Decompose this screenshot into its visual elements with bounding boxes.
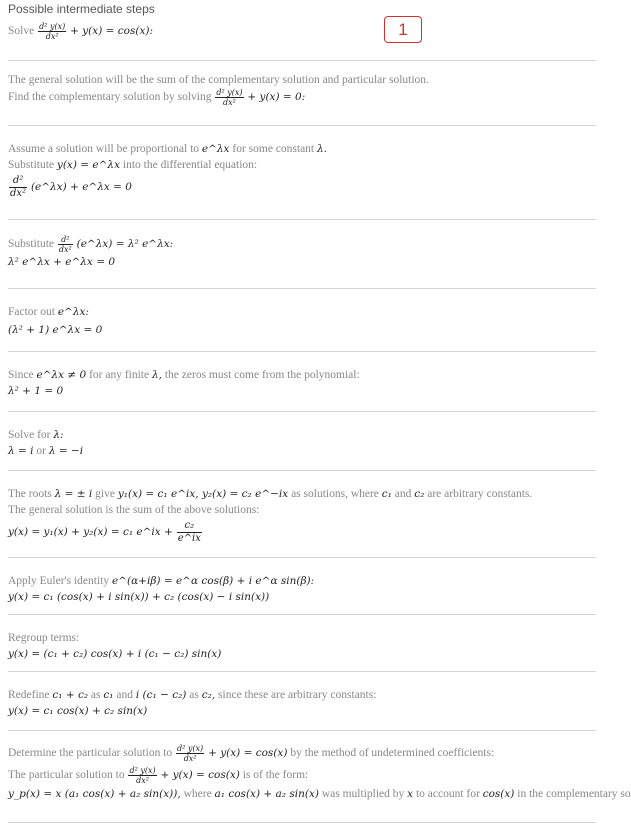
- step-text: for some constant: [232, 143, 315, 155]
- math-expr: x: [407, 788, 414, 800]
- step-text: Determine the particular solution to: [8, 747, 173, 760]
- step-text: Since: [8, 369, 34, 381]
- math-expr: λ² + 1 = 0: [8, 385, 64, 397]
- divider: [8, 614, 596, 615]
- step-substitute: [8, 235, 592, 270]
- math-expr: y(x) = y₁(x) + y₂(x) = c₁ e^ix +: [8, 526, 173, 539]
- step-badge[interactable]: 1: [384, 16, 422, 43]
- math-expr: e^λx:: [57, 306, 89, 318]
- step-text: into the differential equation:: [122, 159, 258, 171]
- math-expr: λ² e^λx + e^λx = 0: [8, 256, 116, 268]
- derivative-fraction: $\frac{\text{d² y(x)}}{\text{dx²}}$: [39, 22, 66, 41]
- divider: [8, 730, 596, 731]
- panel-title: Possible intermediate steps: [8, 2, 155, 16]
- divider: [8, 60, 596, 61]
- math-expr: c₁: [103, 689, 114, 701]
- math-expr: e^λx ≠ 0: [36, 369, 87, 381]
- step-text: in the complementary so: [517, 788, 631, 800]
- divider: [8, 671, 596, 672]
- step-text: Substitute: [8, 238, 55, 251]
- step-text: The roots: [8, 488, 52, 500]
- math-expr: (e^λx) = λ² e^λx:: [76, 238, 174, 251]
- step-text: The general solution will be the sum of the complementary solution and particular solution.: [8, 74, 429, 86]
- step-regroup: [8, 630, 592, 662]
- math-expr: e^(α+iβ) = e^α cos(β) + i e^α sin(β):: [111, 575, 315, 587]
- math-expr: y(x) = c₁ cos(x) + c₂ sin(x): [8, 705, 148, 717]
- step-text: Factor out: [8, 306, 55, 318]
- math-expr: c₂: [414, 488, 425, 500]
- step-polynomial: [8, 367, 592, 399]
- math-expr: + y(x) = 0:: [247, 91, 306, 104]
- math-expr: c₁: [381, 488, 392, 500]
- math-expr: (λ² + 1) e^λx = 0: [8, 324, 103, 336]
- step-factor: [8, 304, 592, 338]
- step-text: and: [394, 488, 412, 500]
- math-expr: λ:: [53, 429, 64, 441]
- step-text: for any finite: [89, 369, 150, 381]
- step-text: as solutions, where: [291, 488, 379, 500]
- derivative-fraction: $\frac{\text{d² y(x)}}{\text{dx²}}$: [216, 88, 243, 107]
- step-text: was multiplied by: [321, 788, 405, 800]
- math-expr: + y(x) = cos(x): [208, 747, 288, 760]
- step-solve-lambda: [8, 427, 592, 459]
- divider: [8, 470, 596, 471]
- math-expr: y_p(x) = x (a₁ cos(x) + a₂ sin(x)),: [8, 788, 181, 800]
- math-expr: y(x) = (c₁ + c₂) cos(x) + i (c₁ − c₂) sin(x): [8, 648, 222, 660]
- step-text: Solve: [8, 25, 35, 38]
- step-particular: [8, 744, 631, 803]
- math-expr: y(x) = e^λx: [56, 159, 120, 171]
- step-text: Substitute: [8, 159, 55, 171]
- step-roots: [8, 486, 592, 545]
- step-text: Find the complementary solution by solving: [8, 91, 212, 104]
- derivative-fraction: $\frac{\text{d² y(x)}}{\text{dx²}}$: [129, 766, 156, 785]
- divider: [8, 351, 596, 352]
- step-text: since these are arbitrary constants:: [218, 689, 377, 701]
- step-assume: [8, 141, 592, 200]
- step-text: Solve for: [8, 429, 51, 441]
- step-text: Regroup terms:: [8, 632, 80, 644]
- math-expr: + y(x) = cos(x): [160, 769, 240, 782]
- math-expr: i (c₁ − c₂): [135, 689, 187, 701]
- divider: [8, 288, 596, 289]
- step-text: by the method of undetermined coefficients:: [290, 747, 495, 760]
- derivative-fraction: $\frac{\text{d²}}{\text{dx²}}$: [58, 235, 72, 254]
- divider: [8, 822, 596, 823]
- math-expr: (e^λx) + e^λx = 0: [30, 181, 132, 194]
- step-text: where: [183, 788, 212, 800]
- math-expr: c₂,: [201, 689, 216, 701]
- divider: [8, 411, 596, 412]
- math-expr: λ = ± i: [54, 488, 93, 500]
- constant-fraction: $\frac{\text{c₂}}{e\^{}ix}$: [177, 520, 201, 544]
- step-text: give: [95, 488, 115, 500]
- step-text: as: [90, 689, 101, 701]
- step-euler: [8, 573, 592, 605]
- step-text: Apply Euler's identity: [8, 575, 110, 587]
- math-expr: y₁(x) = c₁ e^ix, y₂(x) = c₂ e^−ix: [117, 488, 289, 500]
- step-text: to account for: [415, 788, 480, 800]
- math-expr: λ = −i: [48, 445, 84, 457]
- math-expr: cos(x): [482, 788, 515, 800]
- derivative-fraction: $\frac{\text{d²}}{\text{dx²}}$: [10, 175, 27, 199]
- divider: [8, 125, 596, 126]
- step-redefine: [8, 687, 592, 719]
- step-solve: [8, 22, 592, 41]
- step-text: The particular solution to: [8, 769, 125, 782]
- math-expr: + y(x) = cos(x):: [70, 25, 154, 38]
- step-complementary: [8, 72, 592, 107]
- math-expr: e^λx: [201, 143, 230, 155]
- math-expr: a₁ cos(x) + a₂ sin(x): [214, 788, 319, 800]
- step-text: is of the form:: [242, 769, 309, 782]
- step-text: Redefine: [8, 689, 50, 701]
- math-expr: c₁ + c₂: [52, 689, 89, 701]
- math-expr: y(x) = c₁ (cos(x) + i sin(x)) + c₂ (cos(x) − i sin(x)): [8, 591, 270, 603]
- math-expr: λ,: [151, 369, 162, 381]
- step-text: are arbitrary constants.: [427, 488, 533, 500]
- derivative-fraction: $\frac{\text{d² y(x)}}{\text{dx²}}$: [177, 744, 204, 763]
- divider: [8, 557, 596, 558]
- divider: [8, 219, 596, 220]
- step-text: Assume a solution will be proportional to: [8, 143, 200, 155]
- step-text: The general solution is the sum of the above solutions:: [8, 504, 260, 516]
- math-expr: λ = i: [8, 445, 34, 457]
- step-text: as: [189, 689, 199, 701]
- math-expr: λ.: [317, 143, 327, 155]
- step-text: the zeros must come from the polynomial:: [164, 369, 360, 381]
- step-text: and: [116, 689, 133, 701]
- step-text: or: [36, 445, 46, 457]
